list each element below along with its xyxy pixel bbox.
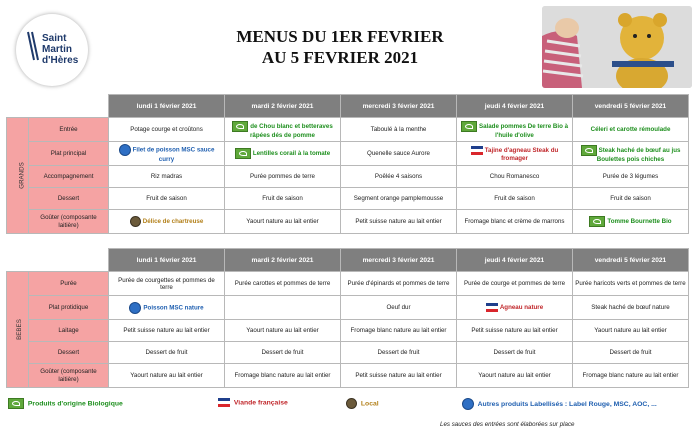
menu-cell: Agneau nature — [457, 296, 573, 320]
bio-icon — [589, 216, 605, 227]
category-label: Purée — [29, 272, 109, 296]
menu-cell: Taboulé à la menthe — [341, 118, 457, 142]
page-title: MENUS DU 1ER FEVRIER AU 5 FEVRIER 2021 — [236, 27, 444, 67]
menu-cell: Potage courge et croûtons — [109, 118, 225, 142]
menu-cell: Tajine d'agneau Steak du fromager — [457, 142, 573, 166]
header-photo — [542, 6, 692, 88]
menu-cell: Poêlée 4 saisons — [341, 166, 457, 188]
table-row — [7, 296, 689, 320]
category-label: Accompagnement — [29, 166, 109, 188]
menu-cell: Fromage blanc nature au lait entier — [341, 320, 457, 342]
menu-cell: Fromage blanc nature au lait entier — [225, 364, 341, 388]
menu-cell: Dessert de fruit — [341, 342, 457, 364]
menu-cell: Yaourt nature au lait entier — [109, 364, 225, 388]
menu-cell: Steak haché de bœuf nature — [573, 296, 689, 320]
menu-cell: Riz madras — [109, 166, 225, 188]
menu-cell: Fruit de saison — [573, 188, 689, 210]
menu-cell: Petit suisse nature au lait entier — [341, 364, 457, 388]
table-row — [7, 118, 689, 142]
menu-cell: Steak haché de bœuf au jus Boulettes pois chiches — [573, 142, 689, 166]
bio-icon — [461, 121, 477, 132]
table-row — [7, 342, 689, 364]
menu-cell: Poisson MSC nature — [109, 296, 225, 320]
bio-icon — [235, 148, 251, 159]
menu-cell: Tomme Bournette Bio — [573, 210, 689, 234]
group-label: GRANDS — [7, 118, 29, 234]
viande-francaise-icon — [486, 303, 498, 312]
category-label: Plat protidique — [29, 296, 109, 320]
table-row — [7, 188, 689, 210]
menu-cell: Fruit de saison — [225, 188, 341, 210]
legend-labels: Autres produits Labellisés : Label Rouge, MSC, AOC, ... — [462, 398, 657, 410]
label-icon — [462, 398, 474, 410]
menu-cell: Fromage blanc et crème de marrons — [457, 210, 573, 234]
logo — [16, 14, 88, 86]
legend-local: Local — [346, 398, 379, 409]
menu-cell: Dessert de fruit — [457, 342, 573, 364]
viande-francaise-icon — [471, 146, 483, 155]
table-header-row — [7, 249, 689, 272]
menu-cell: Salade pommes De terre Bio à l'huile d'olive — [457, 118, 573, 142]
category-label: Laitage — [29, 320, 109, 342]
table-row — [7, 364, 689, 388]
group-label: BEBES — [7, 272, 29, 388]
menu-cell: Purée de courge et pommes de terre — [457, 272, 573, 296]
category-label: Plat principal — [29, 142, 109, 166]
menu-cell: Yaourt nature au lait entier — [457, 364, 573, 388]
menu-cell: Segment orange pamplemousse — [341, 188, 457, 210]
logo-mark-icon — [26, 30, 40, 64]
bebes-menu-table — [6, 248, 689, 388]
day-header: jeudi 4 février 2021 — [457, 95, 573, 118]
sauces-note: Les sauces des entrées sont élaborées sur place — [440, 421, 575, 428]
menu-cell: Purée pommes de terre — [225, 166, 341, 188]
grands-menu-table — [6, 94, 689, 234]
menu-cell: Petit suisse nature au lait entier — [457, 320, 573, 342]
bio-icon — [232, 121, 248, 132]
menu-cell: Yaourt nature au lait entier — [573, 320, 689, 342]
day-header: mardi 2 février 2021 — [225, 249, 341, 272]
label-icon — [129, 302, 141, 314]
menu-cell: Quenelle sauce Aurore — [341, 142, 457, 166]
day-header: mercredi 3 février 2021 — [341, 249, 457, 272]
day-header: vendredi 5 février 2021 — [573, 249, 689, 272]
table-header-row — [7, 95, 689, 118]
menu-cell: Yaourt nature au lait entier — [225, 320, 341, 342]
category-label: Entrée — [29, 118, 109, 142]
bio-icon — [581, 145, 597, 156]
menu-cell: Fromage blanc nature au lait entier — [573, 364, 689, 388]
menu-cell: Purée de courgettes et pommes de terre — [109, 272, 225, 296]
menu-cell: Délice de chartreuse — [109, 210, 225, 234]
day-header: jeudi 4 février 2021 — [457, 249, 573, 272]
menu-cell: de Chou blanc et betteraves râpées dés de pomme — [225, 118, 341, 142]
menu-cell: Yaourt nature au lait entier — [225, 210, 341, 234]
menu-cell: Filet de poisson MSC sauce curry — [109, 142, 225, 166]
menu-cell: Céleri et carotte rémoulade — [573, 118, 689, 142]
local-icon — [346, 398, 357, 409]
day-header: vendredi 5 février 2021 — [573, 95, 689, 118]
label-icon — [119, 144, 131, 156]
menu-cell: Purée haricots verts et pommes de terre — [573, 272, 689, 296]
menu-cell: Dessert de fruit — [573, 342, 689, 364]
legend-viande: Viande française — [218, 398, 288, 407]
menu-cell: Fruit de saison — [109, 188, 225, 210]
table-row — [7, 272, 689, 296]
logo-text: Saint Martin d'Hères — [42, 33, 79, 66]
menu-cell: Oeuf dur — [341, 296, 457, 320]
viande-francaise-icon — [218, 398, 230, 407]
table-row — [7, 166, 689, 188]
local-icon — [130, 216, 141, 227]
category-label: Dessert — [29, 342, 109, 364]
bio-icon — [8, 398, 24, 409]
menu-cell: Purée carottes et pommes de terre — [225, 272, 341, 296]
menu-cell: Dessert de fruit — [109, 342, 225, 364]
table-row — [7, 142, 689, 166]
day-header: lundi 1 février 2021 — [109, 95, 225, 118]
legend-bio: Produits d'origine Biologique — [8, 398, 123, 409]
day-header: mercredi 3 février 2021 — [341, 95, 457, 118]
day-header: lundi 1 février 2021 — [109, 249, 225, 272]
table-row — [7, 320, 689, 342]
menu-cell: Purée d'épinards et pommes de terre — [341, 272, 457, 296]
table-row — [7, 210, 689, 234]
category-label: Dessert — [29, 188, 109, 210]
menu-cell: Fruit de saison — [457, 188, 573, 210]
day-header: mardi 2 février 2021 — [225, 95, 341, 118]
menu-cell: Purée de 3 légumes — [573, 166, 689, 188]
category-label: Goûter (composante laitière) — [29, 210, 109, 234]
menu-cell — [225, 296, 341, 320]
menu-cell: Petit suisse nature au lait entier — [109, 320, 225, 342]
menu-cell: Chou Romanesco — [457, 166, 573, 188]
menu-cell: Lentilles corail à la tomate — [225, 142, 341, 166]
category-label: Goûter (composante laitière) — [29, 364, 109, 388]
menu-cell: Petit suisse nature au lait entier — [341, 210, 457, 234]
menu-cell: Dessert de fruit — [225, 342, 341, 364]
